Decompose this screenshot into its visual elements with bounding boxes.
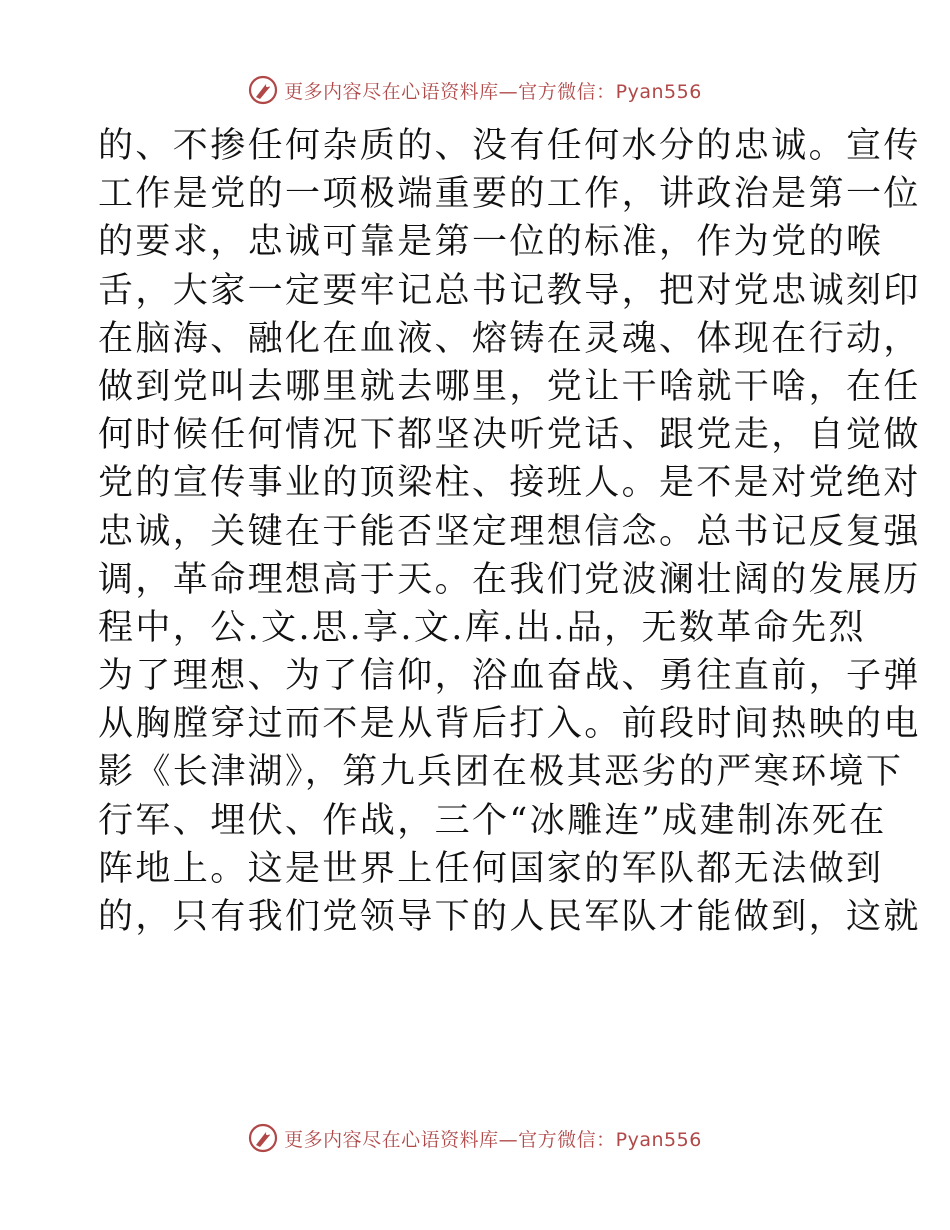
footer-banner-text: 更多内容尽在心语资料库—官方微信：Pyan556 — [284, 1128, 702, 1151]
header-banner-text: 更多内容尽在心语资料库—官方微信：Pyan556 — [284, 80, 702, 103]
body-line: 忠诚，关键在于能否坚定理想信念。总书记反复强 — [98, 511, 921, 552]
body-line: 影《长津湖》，第九兵团在极其恶劣的严寒环境下 — [98, 752, 904, 793]
body-line: 工作是党的一项极端重要的工作，讲政治是第一位 — [98, 174, 921, 215]
body-line: 从胸膛穿过而不是从背后打入。前段时间热映的电 — [98, 704, 921, 745]
body-line: 行军、埋伏、作战，三个“冰雕连”成建制冻死在 — [98, 800, 887, 841]
body-line: 程中，公.文.思.享.文.库.出.品，无数革命先烈 — [98, 607, 866, 648]
body-line: 的、不掺任何杂质的、没有任何水分的忠诚。宣传 — [98, 126, 921, 166]
footer-banner — [0, 1118, 950, 1158]
body-line: 调，革命理想高于天。在我们党波澜壮阔的发展历 — [98, 559, 921, 600]
body-line: 党的宣传事业的顶梁柱、接班人。是不是对党绝对 — [98, 463, 921, 504]
body-line: 的要求，忠诚可靠是第一位的标准，作为党的喉 — [98, 222, 884, 263]
body-line: 阵地上。这是世界上任何国家的军队都无法做到 — [98, 848, 884, 889]
body-line: 做到党叫去哪里就去哪里，党让干啥就干啥，在任 — [98, 366, 921, 407]
body-line: 何时候任何情况下都坚决听党话、跟党走，自觉做 — [98, 415, 921, 456]
document-body — [98, 122, 921, 941]
body-line: 为了理想、为了信仰，浴血奋战、勇往直前，子弹 — [98, 656, 921, 697]
pen-nib-logo-icon — [248, 1123, 278, 1153]
body-line: 的，只有我们党领导下的人民军队才能做到，这就 — [98, 897, 921, 937]
header-banner — [0, 70, 950, 110]
body-line: 舌，大家一定要牢记总书记教导，把对党忠诚刻印 — [98, 270, 921, 311]
pen-nib-logo-icon — [248, 75, 278, 105]
body-line: 在脑海、融化在血液、熔铸在灵魂、体现在行动， — [98, 318, 921, 359]
